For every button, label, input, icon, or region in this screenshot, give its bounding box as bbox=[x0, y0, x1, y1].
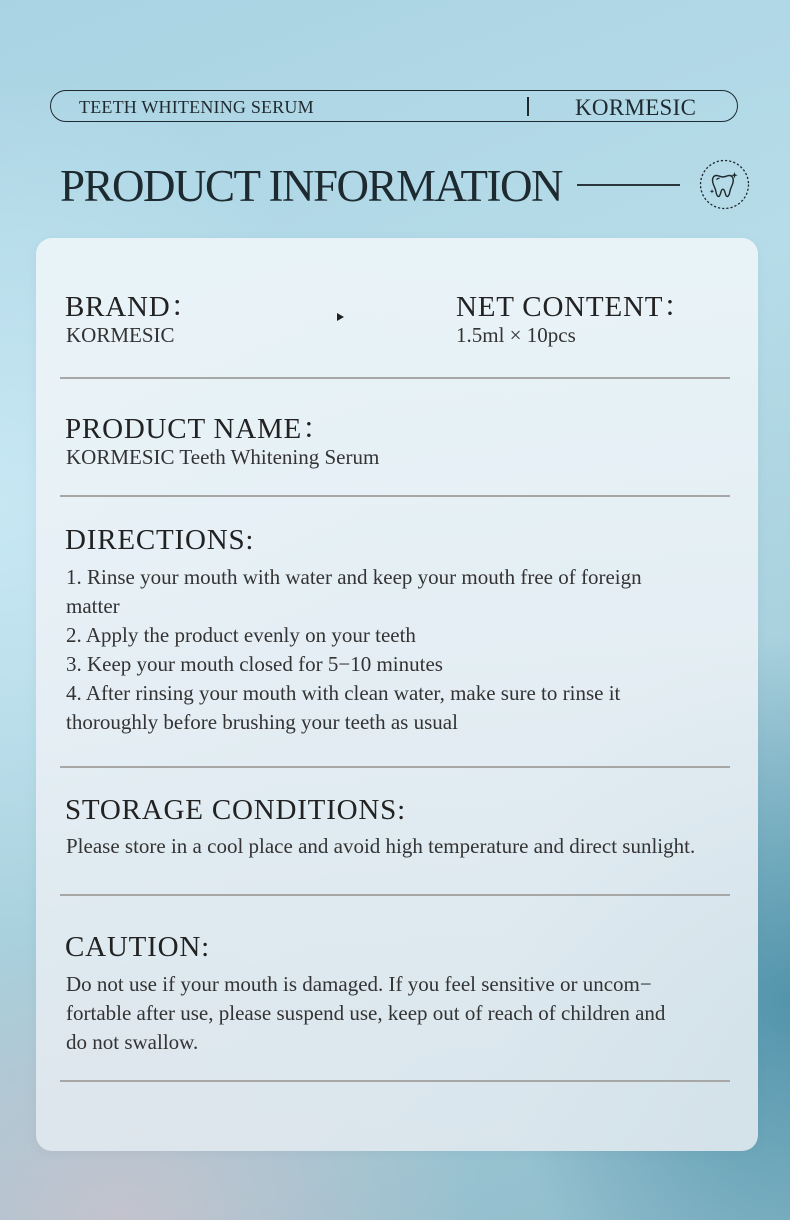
storage-label: STORAGE CONDITIONS: bbox=[65, 794, 406, 826]
caution-text bbox=[66, 970, 746, 1057]
brand-logo: KORMESIC bbox=[575, 95, 697, 120]
product-name-value: KORMESIC Teeth Whitening Serum bbox=[66, 445, 380, 469]
caution-line: do not swallow. bbox=[66, 1030, 199, 1054]
caution-line: fortable after use, please suspend use, keep out of reach of children and bbox=[66, 1001, 666, 1025]
brand-label: BRAND： bbox=[65, 291, 201, 323]
brand-value: KORMESIC bbox=[66, 323, 175, 347]
product-tag: TEETH WHITENING SERUM bbox=[79, 97, 314, 117]
storage-text bbox=[66, 832, 746, 861]
section-divider bbox=[60, 495, 730, 497]
directions-line: 1. Rinse your mouth with water and keep your mouth free of foreign bbox=[66, 565, 642, 589]
section-divider bbox=[60, 377, 730, 379]
section-divider bbox=[60, 894, 730, 896]
directions-line: 2. Apply the product evenly on your teeth bbox=[66, 623, 416, 647]
product-name-label: PRODUCT NAME： bbox=[65, 413, 332, 445]
title-rule bbox=[577, 184, 680, 186]
storage-line: Please store in a cool place and avoid high temperature and direct sunlight. bbox=[66, 834, 696, 858]
section-divider bbox=[60, 766, 730, 768]
header-divider bbox=[527, 97, 529, 116]
header-pill bbox=[50, 90, 738, 122]
directions-line: thoroughly before brushing your teeth as usual bbox=[66, 710, 458, 734]
net-content-label: NET CONTENT： bbox=[456, 291, 694, 323]
net-content-value: 1.5ml × 10pcs bbox=[456, 323, 576, 347]
directions-label: DIRECTIONS: bbox=[65, 524, 255, 556]
directions-line: 3. Keep your mouth closed for 5−10 minutes bbox=[66, 652, 443, 676]
section-divider bbox=[60, 1080, 730, 1082]
tooth-sparkle-icon bbox=[699, 159, 750, 210]
caution-line: Do not use if your mouth is damaged. If you feel sensitive or uncom− bbox=[66, 972, 652, 996]
play-marker-icon bbox=[337, 313, 344, 321]
directions-line: matter bbox=[66, 594, 120, 618]
directions-line: 4. After rinsing your mouth with clean water, make sure to rinse it bbox=[66, 681, 621, 705]
page-title: PRODUCT INFORMATION bbox=[60, 161, 562, 211]
directions-text bbox=[66, 563, 746, 737]
caution-label: CAUTION: bbox=[65, 931, 210, 963]
